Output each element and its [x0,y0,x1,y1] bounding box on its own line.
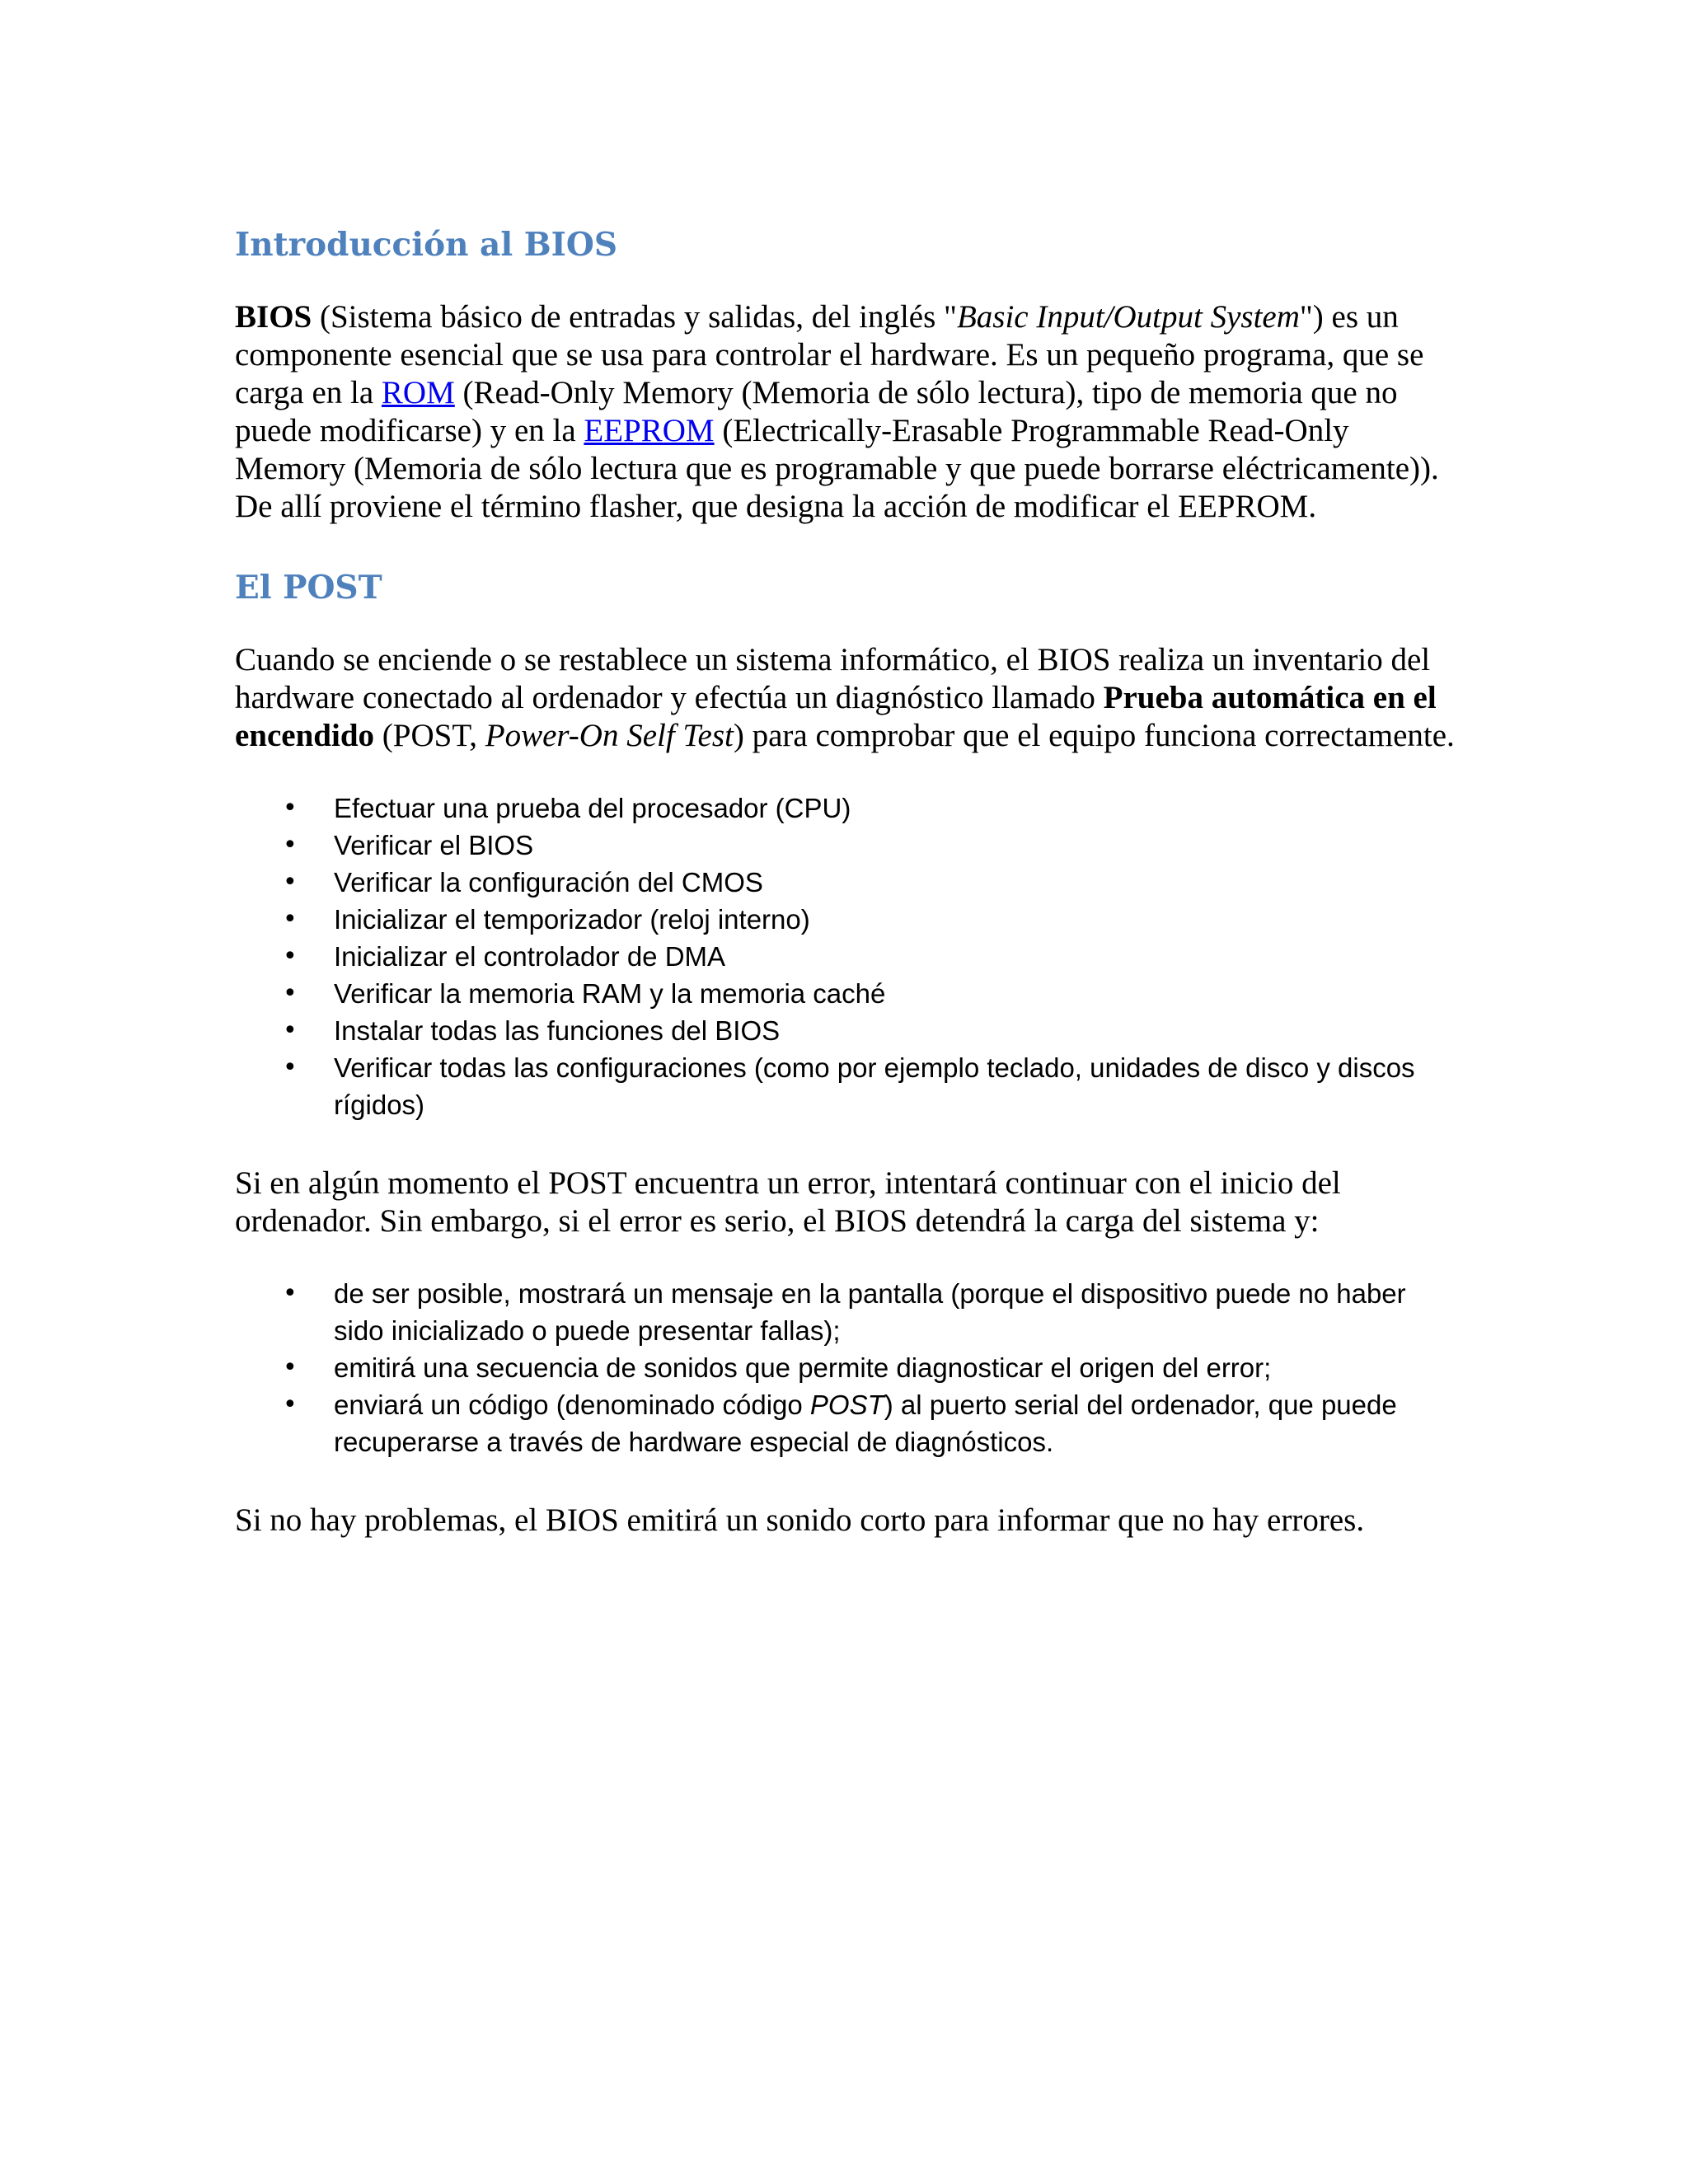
post-steps-list [235,790,1455,1123]
bold-prueba-automatica: Prueba automática en el encendido [235,680,1437,753]
text-span: (Read-Only Memory (Memoria de sólo lectura), tipo de memoria que no puede modificarse) y en la [235,375,1398,448]
list-item-text: Verificar el BIOS [334,830,534,860]
list-item [235,1049,1455,1123]
bullet-icon: • [283,905,298,934]
text-span: (Electrically-Erasable Programmable Read-Only Memory (Memoria de sólo lectura que es programable y que puede borrarse eléctricamente)). De allí proviene el término flasher, que designa la acción de modificar el EEPROM. [235,413,1439,524]
text-span: ) para comprobar que el equipo funciona correctamente. [733,718,1455,753]
italic-basic-io-system: Basic Input/Output System [956,299,1300,335]
list-item [235,975,1455,1012]
text-span: (POST, [374,718,485,753]
list-item [235,1012,1455,1049]
bullet-icon: • [283,1279,298,1308]
paragraph-bios-definition [235,298,1455,526]
error-actions-list [235,1275,1455,1460]
bullet-icon: • [283,1353,298,1382]
list-item [235,901,1455,938]
list-item [235,1349,1455,1386]
list-item-text: Instalar todas las funciones del BIOS [334,1015,781,1046]
list-item-text: emitirá una secuencia de sonidos que permite diagnosticar el origen del error; [334,1352,1272,1383]
eeprom-link[interactable]: EEPROM [584,413,715,448]
bullet-icon: • [283,868,298,897]
bullet-icon: • [283,1390,298,1419]
bullet-icon: • [283,942,298,971]
heading-introduccion-bios: Introducción al BIOS [235,226,618,264]
text-span: Cuando se enciende o se restablece un sistema informático, el BIOS realiza un inventario del hardware conectado al ordenador y efectúa un diagnóstico llamado [235,642,1431,715]
bullet-icon: • [283,1053,298,1082]
list-item [235,827,1455,864]
italic-power-on-self-test: Power-On Self Test [485,718,734,753]
list-item [235,1275,1455,1349]
paragraph-post-error: Si en algún momento el POST encuentra un error, intentará continuar con el inicio del ordenador. Sin embargo, si el error es serio, el BIOS detendrá la carga del sistema y: [235,1165,1341,1239]
list-item-text: Inicializar el controlador de DMA [334,941,726,972]
document-page [235,216,1455,1540]
paragraph-post-intro [235,641,1455,755]
bullet-icon: • [283,979,298,1008]
list-item-text: de ser posible, mostrará un mensaje en la pantalla (porque el dispositivo puede no haber sido inicializado o puede presentar fallas); [334,1278,1406,1346]
text-span: (Sistema básico de entradas y salidas, del inglés " [312,299,957,335]
list-item-text: enviará un código (denominado código [334,1390,810,1420]
list-item [235,864,1455,901]
list-item-text: Verificar todas las configuraciones (como por ejemplo teclado, unidades de disco y discos rígidos) [334,1052,1415,1120]
list-item-text: Verificar la memoria RAM y la memoria caché [334,978,886,1009]
bold-bios: BIOS [235,299,312,335]
bullet-icon: • [283,831,298,860]
list-item-text: Inicializar el temporizador (reloj interno) [334,904,810,935]
bullet-icon: • [283,1016,298,1045]
list-item [235,938,1455,975]
list-item-text: ) al puerto serial del ordenador, que puede recuperarse a través de hardware especial de diagnósticos. [334,1390,1397,1457]
list-item [235,1386,1455,1460]
heading-el-post: El POST [235,569,382,607]
list-item-text: Efectuar una prueba del procesador (CPU) [334,793,851,823]
list-item [235,790,1455,827]
bullet-icon: • [283,794,298,823]
italic-post: POST [809,1390,884,1420]
list-item-text: Verificar la configuración del CMOS [334,867,763,898]
rom-link[interactable]: ROM [381,375,455,410]
paragraph-no-problems: Si no hay problemas, el BIOS emitirá un sonido corto para informar que no hay errores. [235,1502,1365,1538]
text-span: ") es un componente esencial que se usa para controlar el hardware. Es un pequeño programa, que se carga en la [235,299,1424,410]
